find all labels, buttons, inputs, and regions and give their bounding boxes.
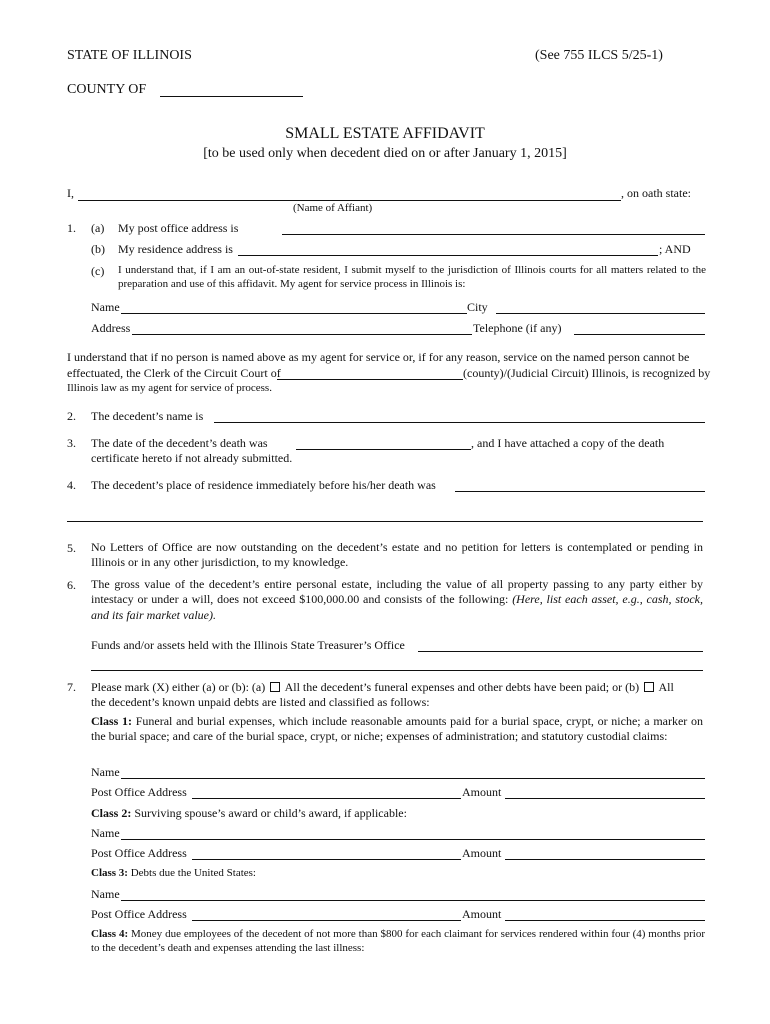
decedent-name-field[interactable] (214, 422, 705, 423)
agent-telephone-label: Telephone (if any) (473, 321, 562, 335)
class-4-text: Money due employees of the decedent of not more than $800 for each claimant for services rendered within four (4) months prior to the decedent’s death and expenses attending the last illness: (91, 928, 705, 955)
class-3-po-field[interactable] (192, 920, 461, 921)
agent-telephone-field[interactable] (574, 334, 705, 335)
agent-para-line-3: Illinois law as my agent for service of process. (67, 382, 272, 394)
class-2-line (91, 806, 407, 820)
agent-para-line-1: I understand that if no person is named above as my agent for service or, if for any reason, service on the named person cannot be (67, 350, 690, 364)
agent-name-label: Name (91, 300, 120, 314)
item-2-text: The decedent’s name is (91, 409, 204, 423)
item-1a-label: (a) (91, 221, 105, 235)
state-heading: STATE OF ILLINOIS (67, 48, 192, 63)
item-6-paragraph (91, 577, 703, 623)
class-3-po-label: Post Office Address (91, 907, 187, 921)
class-2-amount-field[interactable] (505, 859, 705, 860)
agent-para-line-2b: (county)/(Judicial Circuit) Illinois, is recognized by (463, 366, 711, 380)
item-3-number: 3. (67, 436, 76, 450)
class-3-name-field[interactable] (121, 900, 705, 901)
agent-city-label: City (467, 300, 488, 314)
assets-field-2[interactable] (91, 670, 703, 671)
circuit-court-county-field[interactable] (277, 379, 463, 380)
item-5-number: 5. (67, 541, 76, 555)
item-5-text: No Letters of Office are now outstanding on the decedent’s estate and no petition for letters is contemplated or pending in Illinois or in any other jurisdiction, to my knowledge. (91, 540, 703, 570)
class-3-amount-label: Amount (462, 907, 502, 921)
item-7-line-1c: All (658, 680, 674, 694)
class-1-po-field[interactable] (192, 798, 461, 799)
class-1-name-field[interactable] (121, 778, 705, 779)
class-1-amount-label: Amount (462, 785, 502, 799)
agent-city-field[interactable] (496, 313, 705, 314)
option-a-checkbox[interactable] (270, 682, 280, 692)
death-date-field[interactable] (296, 449, 471, 450)
item-7-line-1a: Please mark (X) either (a) or (b): (a) (91, 680, 266, 694)
item-1b-label: (b) (91, 242, 105, 256)
item-3-text-a: The date of the decedent’s death was (91, 436, 268, 450)
agent-address-label: Address (91, 321, 131, 335)
class-3-text: Debts due the United States: (127, 867, 256, 879)
class-1-label: Class 1: (91, 714, 133, 728)
item-3-text-b: , and I have attached a copy of the death (471, 436, 665, 450)
residence-before-death-field-2[interactable] (67, 521, 703, 522)
option-b-checkbox[interactable] (644, 682, 654, 692)
item-2-number: 2. (67, 409, 76, 423)
class-3-name-label: Name (91, 887, 120, 901)
class-1-name-label: Name (91, 765, 120, 779)
statute-reference: (See 755 ILCS 5/25-1) (535, 48, 663, 63)
class-1-amount-field[interactable] (505, 798, 705, 799)
item-1a-text: My post office address is (118, 221, 239, 235)
form-title: SMALL ESTATE AFFIDAVIT (285, 125, 485, 142)
post-office-address-field[interactable] (282, 234, 705, 235)
affiant-name-field[interactable] (78, 200, 621, 201)
item-4-number: 4. (67, 478, 76, 492)
item-6-text: The gross value of the decedent’s entire personal estate, including the value of all property passing to any party either by intestacy or under a will, does not exceed $100,000.00 and consists of the following: (91, 577, 703, 607)
class-2-label: Class 2: (91, 806, 132, 820)
item-7-line-2: the decedent’s known unpaid debts are listed and classified as follows: (91, 695, 430, 709)
class-2-name-label: Name (91, 826, 120, 840)
class-2-text: Surviving spouse’s award or child’s award, if applicable: (131, 806, 407, 820)
county-label: COUNTY OF (67, 82, 147, 97)
class-2-amount-label: Amount (462, 846, 502, 860)
agent-name-field[interactable] (121, 313, 467, 314)
item-7-line-1 (91, 680, 674, 694)
county-field[interactable] (160, 96, 303, 97)
item-1b-end: ; AND (659, 242, 691, 256)
class-3-line (91, 867, 256, 880)
item-6-italic-note: (Here, list each asset, e.g., cash, stock, and its fair market value). (91, 592, 703, 622)
item-6-number: 6. (67, 578, 76, 592)
agent-para-line-2a: effectuated, the Clerk of the Circuit Court of (67, 366, 281, 380)
affiant-prefix: I, (67, 186, 74, 200)
form-subtitle: [to be used only when decedent died on or after January 1, 2015] (203, 146, 567, 161)
item-1-number: 1. (67, 221, 76, 235)
affiant-suffix: , on oath state: (621, 186, 691, 200)
agent-address-field[interactable] (132, 334, 472, 335)
class-2-po-label: Post Office Address (91, 846, 187, 860)
funds-treasurer-label: Funds and/or assets held with the Illinois State Treasurer’s Office (91, 638, 405, 652)
class-2-name-field[interactable] (121, 839, 705, 840)
class-4-label: Class 4: (91, 928, 129, 940)
class-1-text: Funeral and burial expenses, which include reasonable amounts paid for a burial space, crypt, or niche; a marker on the burial space; and care of the burial space, crypt, or niche; expenses of administration; and statutory custodial claims: (91, 714, 703, 744)
item-1c-text: I understand that, if I am an out-of-state resident, I submit myself to the jurisdiction of Illinois courts for all matters related to the preparation and use of this affidavit. My agent for service process in Illinois is: (118, 264, 706, 291)
class-2-po-field[interactable] (192, 859, 461, 860)
residence-address-field[interactable] (238, 255, 658, 256)
item-1b-text: My residence address is (118, 242, 233, 256)
item-3-text-c: certificate hereto if not already submitted. (91, 451, 293, 465)
residence-before-death-field[interactable] (455, 491, 705, 492)
item-1c-label: (c) (91, 264, 105, 278)
class-4-paragraph (91, 927, 705, 956)
class-1-po-label: Post Office Address (91, 785, 187, 799)
class-3-amount-field[interactable] (505, 920, 705, 921)
class-1-paragraph (91, 714, 703, 745)
item-4-text: The decedent’s place of residence immediately before his/her death was (91, 478, 436, 492)
funds-treasurer-field[interactable] (418, 651, 703, 652)
affiant-caption: (Name of Affiant) (293, 202, 373, 214)
item-7-number: 7. (67, 680, 76, 694)
class-3-label: Class 3: (91, 867, 128, 879)
item-7-line-1b: All the decedent’s funeral expenses and other debts have been paid; or (b) (284, 680, 640, 694)
